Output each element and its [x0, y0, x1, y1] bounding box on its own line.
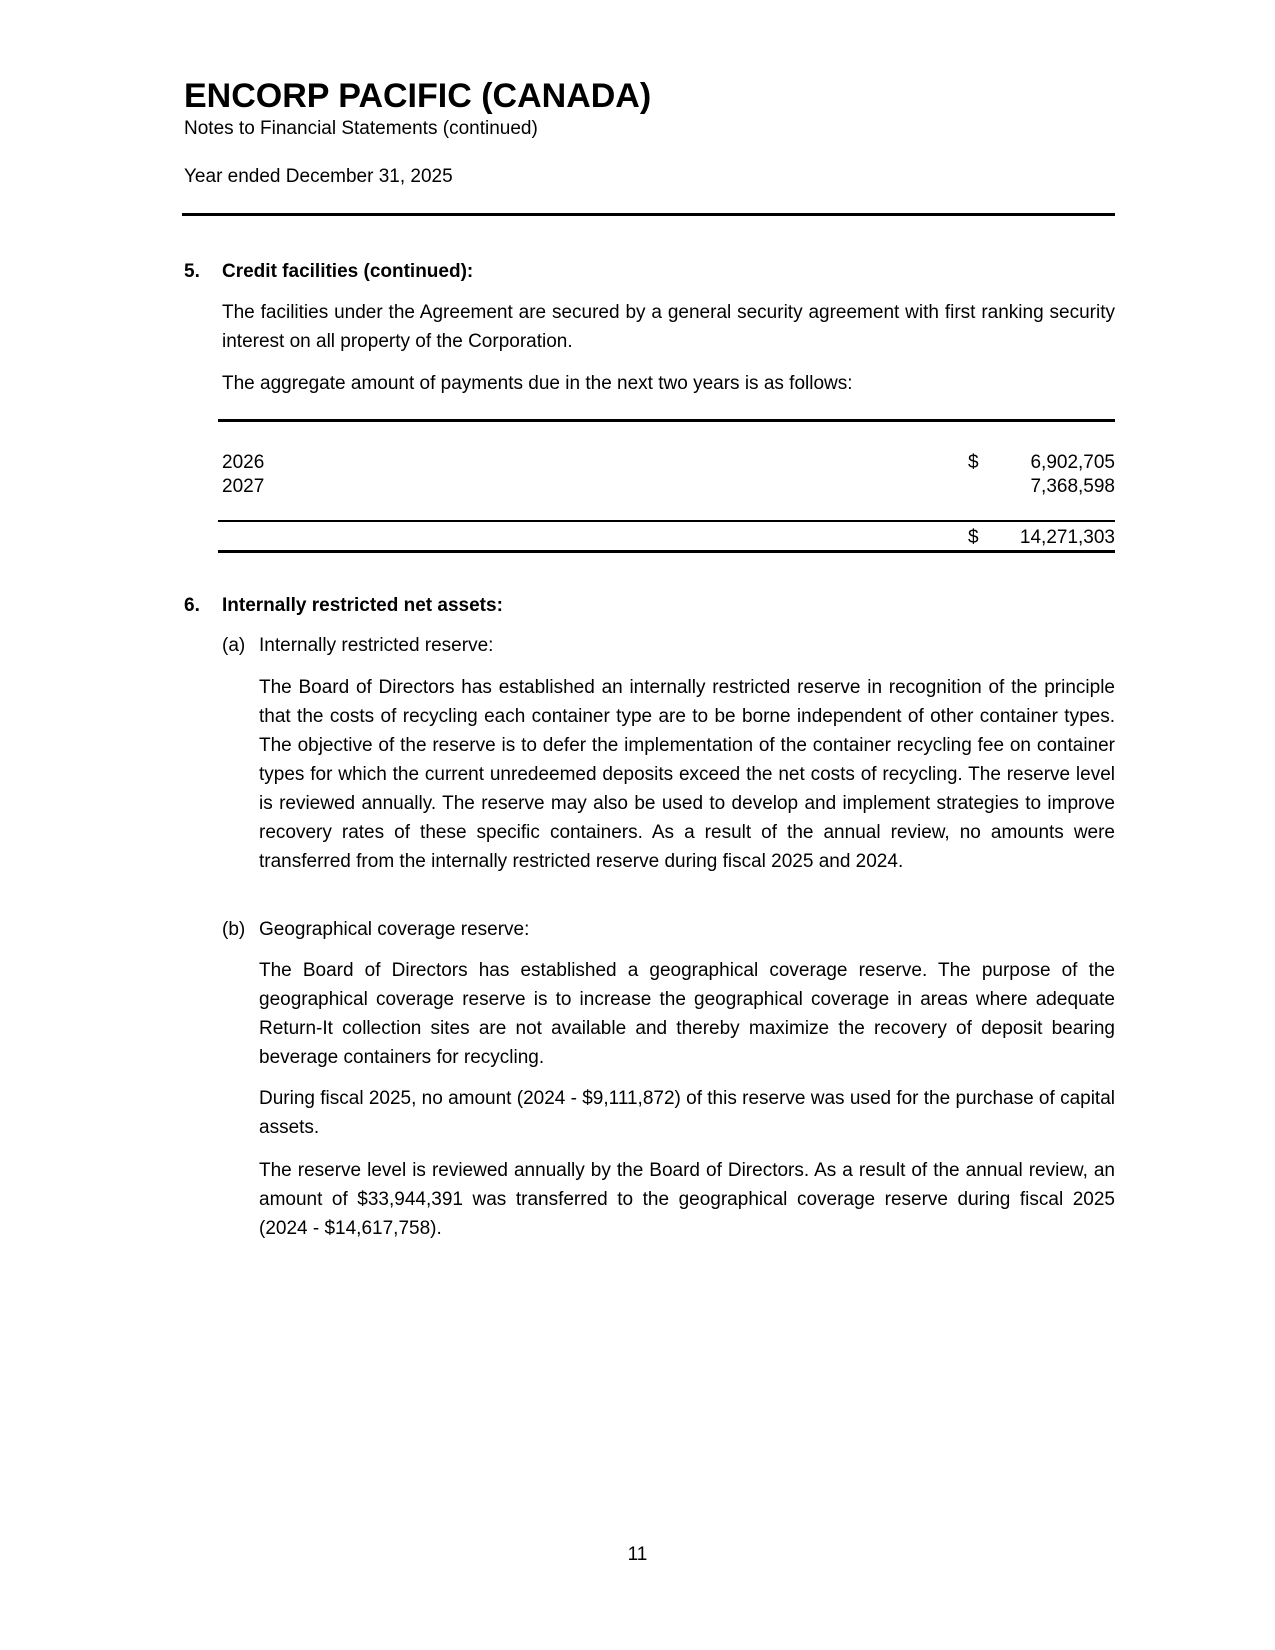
- subsection-b-paragraph-3: The reserve level is reviewed annually by the Board of Directors. As a result of the annual review, an amount of $33,944,391 was transferred to the geographical coverage reserve during fiscal 2025 (2024 - $14,617,758).: [259, 1160, 1115, 1239]
- section-6-heading: [0, 594, 1275, 618]
- section-5-heading: [0, 260, 1275, 284]
- section-5-title: Credit facilities (continued):: [222, 261, 474, 282]
- header-divider: [182, 213, 1115, 216]
- subsection-a-title: Internally restricted reserve:: [259, 635, 494, 656]
- table-row-amount: 7,368,598: [1030, 476, 1115, 497]
- table-row-year: 2027: [222, 476, 265, 497]
- table-total-currency: $: [968, 527, 979, 548]
- page-number: 11: [627, 1544, 648, 1565]
- table-total-amount: 14,271,303: [1019, 527, 1115, 548]
- table-bottom-rule: [218, 550, 1115, 553]
- subsection-a-paragraph: The Board of Directors has established an internally restricted reserve in recognition of the principle that the costs of recycling each container type are to be borne independent of other container types. The objective of the reserve is to defer the implementation of the container recycling fee on container types for which the current unredeemed deposits exceed the net costs of recycling. The reserve level is reviewed annually. The reserve may also be used to develop and implement strategies to improve recovery rates of these specific containers. As a result of the annual review, no amounts were transferred from the internally restricted reserve during fiscal 2025 and 2024.: [259, 677, 1115, 872]
- section-6-title: Internally restricted net assets:: [222, 595, 503, 616]
- subsection-a-label: (a): [222, 635, 246, 656]
- section-5-number: 5.: [184, 261, 200, 282]
- document-subtitle: Notes to Financial Statements (continued): [184, 118, 538, 139]
- table-row-year: 2026: [222, 452, 265, 473]
- subsection-b-label: (b): [222, 919, 246, 940]
- table-row-amount: 6,902,705: [1030, 452, 1115, 473]
- table-row-currency: $: [968, 452, 979, 473]
- reporting-period: Year ended December 31, 2025: [184, 166, 453, 187]
- table-subtotal-rule: [218, 520, 1115, 522]
- section-6-number: 6.: [184, 595, 200, 616]
- subsection-b-paragraph-1: The Board of Directors has established a geographical coverage reserve. The purpose of the geographical coverage reserve is to increase the geographical coverage in areas where adequate Return-It collection sites are not available and thereby maximize the recovery of deposit bearing beverage containers for recycling.: [259, 960, 1115, 1068]
- subsection-b-paragraph-2: During fiscal 2025, no amount (2024 - $9,111,872) of this reserve was used for the purchase of capital assets.: [259, 1088, 1115, 1138]
- section-5-paragraph-1: The facilities under the Agreement are secured by a general security agreement with first ranking security interest on all property of the Corporation.: [222, 302, 1115, 352]
- table-top-rule: [218, 419, 1115, 422]
- subsection-b-title: Geographical coverage reserve:: [259, 919, 530, 940]
- section-5-paragraph-2: The aggregate amount of payments due in the next two years is as follows:: [222, 373, 853, 394]
- company-title: ENCORP PACIFIC (CANADA): [184, 77, 652, 115]
